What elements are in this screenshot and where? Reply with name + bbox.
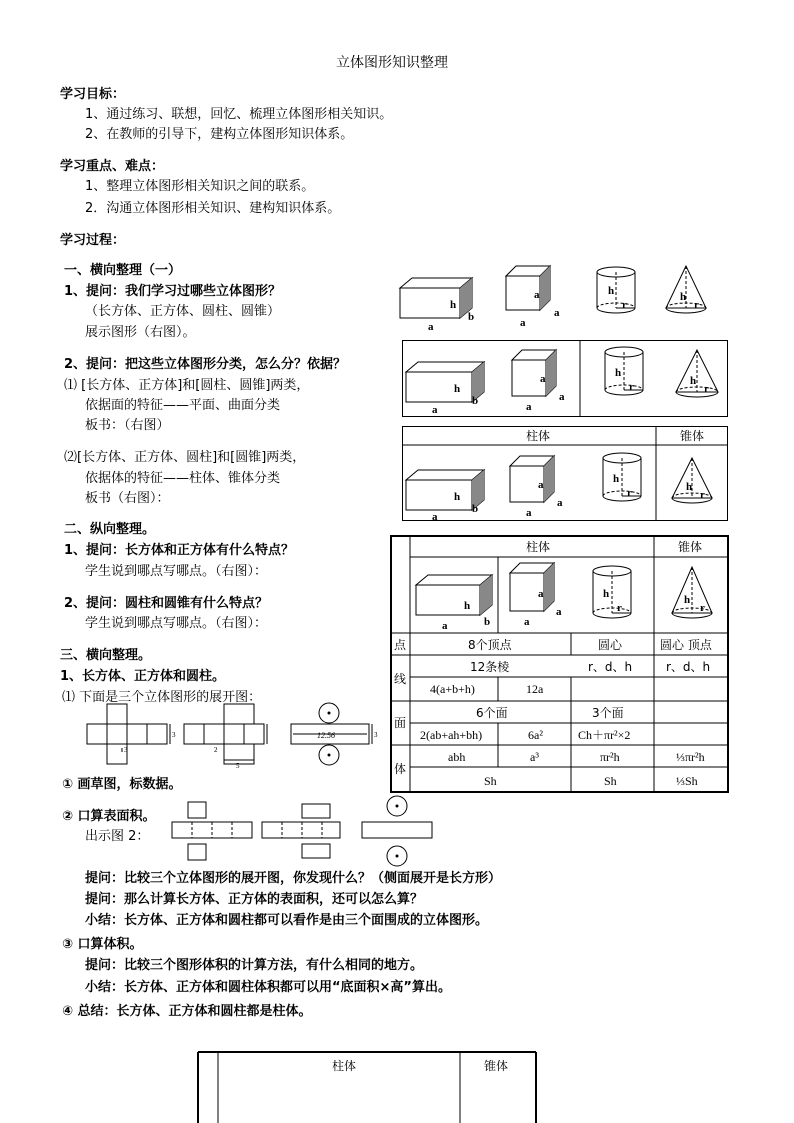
svg-text:Sh: Sh — [484, 774, 497, 788]
svg-text:a: a — [538, 479, 544, 491]
svg-text:12a: 12a — [526, 682, 544, 696]
part1-c2: 板书（右图）： — [85, 491, 170, 506]
show-figure-2: 出示图 2： — [85, 829, 150, 844]
goal-item: 1、通过练习、联想，回忆、梳理立体图形相关知识。 — [85, 107, 393, 122]
part1-q2: 2、提问：把这些立体图形分类，怎么分？依据？ — [64, 357, 347, 372]
svg-text:r: r — [700, 602, 705, 614]
svg-text:h: h — [680, 291, 687, 303]
col-zhuiti: 锥体 — [680, 429, 705, 443]
svg-text:a: a — [442, 620, 448, 632]
svg-text:b: b — [472, 395, 479, 407]
step3: ③ 口算体积。 — [62, 937, 143, 952]
svg-text:4(a+b+h): 4(a+b+h) — [430, 682, 475, 696]
svg-text:b: b — [468, 311, 475, 323]
svg-text:圆心 顶点: 圆心 顶点 — [660, 638, 712, 652]
part2-q1-answer: 学生说到哪点写哪点。（右图）： — [85, 564, 268, 579]
svg-text:h: h — [613, 473, 620, 485]
page-title: 立体图形知识整理 — [336, 55, 448, 71]
nets-diagram-1 — [84, 700, 384, 770]
svg-text:⅓πr²h: ⅓πr²h — [676, 750, 705, 764]
goals-heading: 学习目标： — [60, 87, 126, 102]
row-xian: 线 — [394, 672, 407, 686]
row-dian: 点 — [394, 638, 407, 652]
col-zhuti: 柱体 — [526, 429, 551, 443]
focus-item: 2．沟通立体图形相关知识、建构知识体系。 — [85, 201, 341, 216]
col-zhuiti: 锥体 — [484, 1059, 509, 1073]
net-caption: ⑴ 下面是三个立体图形的展开图： — [62, 690, 262, 705]
svg-text:a: a — [557, 497, 563, 509]
svg-text:a: a — [559, 391, 565, 403]
svg-text:r: r — [617, 602, 622, 614]
ask-3: 提问：比较三个图形体积的计算方法，有什么相同的地方。 — [85, 958, 424, 973]
focus-heading: 学习重点、难点： — [60, 159, 165, 174]
svg-text:h: h — [450, 299, 457, 311]
ask-1: 提问：比较三个立体图形的展开图，你发现什么？（侧面展开是长方形） — [85, 871, 502, 886]
svg-text:a: a — [534, 289, 540, 301]
part2-q2-answer: 学生说到哪点写哪点。（右图）： — [85, 616, 268, 631]
svg-text:h: h — [686, 481, 693, 493]
svg-text:b: b — [484, 616, 491, 628]
classification-1 — [402, 340, 728, 418]
net-label: 3 — [172, 731, 176, 739]
svg-text:2(ab+ah+bh): 2(ab+ah+bh) — [420, 728, 483, 742]
focus-item: 1、整理立体图形相关知识之间的联系。 — [85, 179, 315, 194]
row-mian: 面 — [394, 716, 407, 730]
net-label: 12.56 — [317, 731, 335, 740]
part1-heading: 一、横向整理（一） — [64, 263, 182, 278]
col-zhuti: 柱体 — [526, 540, 551, 554]
svg-text:a: a — [526, 401, 532, 413]
goal-item: 2、在教师的引导下，建构立体图形知识体系。 — [85, 127, 354, 142]
features-table — [390, 535, 730, 795]
svg-text:Ch＋πr²×2: Ch＋πr²×2 — [578, 728, 631, 742]
net-label: 3 — [374, 731, 378, 739]
process-heading: 学习过程： — [60, 233, 126, 248]
part1-c1: ⑴ [长方体、正方体]和[圆柱、圆锥]两类， — [64, 378, 310, 393]
svg-text:a: a — [554, 307, 560, 319]
svg-text:⅓Sh: ⅓Sh — [676, 774, 698, 788]
svg-text:a: a — [520, 317, 526, 329]
blank-table — [196, 1050, 538, 1123]
solids-figure-1 — [398, 262, 728, 332]
svg-text:r: r — [694, 299, 699, 311]
svg-text:b: b — [472, 503, 479, 515]
classification-2 — [402, 426, 728, 522]
svg-text:h: h — [608, 285, 615, 297]
net-label: 2 — [214, 746, 218, 754]
svg-text:a³: a³ — [530, 750, 539, 764]
part1-c2: 依据体的特征——柱体、锥体分类 — [85, 471, 281, 486]
svg-text:h: h — [454, 491, 461, 503]
part3-heading: 三、横向整理。 — [60, 648, 152, 663]
svg-text:h: h — [615, 367, 622, 379]
part1-q1-show: 展示图形（右图）。 — [85, 325, 196, 340]
net-label: 5 — [236, 762, 240, 770]
part1-q1: 1、提问：我们学习过哪些立体图形？ — [64, 284, 282, 299]
svg-text:12条棱: 12条棱 — [470, 660, 510, 674]
svg-text:h: h — [464, 600, 471, 612]
svg-text:r、d、h: r、d、h — [588, 660, 633, 674]
svg-text:h: h — [684, 594, 691, 606]
part2-q2: 2、提问：圆柱和圆锥有什么特点？ — [64, 596, 269, 611]
svg-text:a: a — [538, 588, 544, 600]
svg-text:圆心: 圆心 — [598, 638, 623, 652]
svg-text:r: r — [700, 489, 705, 501]
svg-text:a: a — [432, 511, 438, 522]
svg-text:a: a — [432, 404, 438, 416]
svg-text:r: r — [704, 383, 709, 395]
svg-text:6a²: 6a² — [528, 728, 543, 742]
svg-text:8个顶点: 8个顶点 — [468, 638, 512, 652]
svg-text:πr²h: πr²h — [600, 750, 620, 764]
svg-text:a: a — [526, 507, 532, 519]
svg-text:r: r — [629, 381, 634, 393]
col-zhuiti: 锥体 — [678, 540, 703, 554]
svg-text:r、d、h: r、d、h — [666, 660, 711, 674]
part1-c1: 板书：（右图） — [85, 418, 170, 433]
nets-diagram-2 — [170, 794, 440, 870]
svg-text:abh: abh — [448, 750, 466, 764]
row-ti: 体 — [394, 762, 407, 776]
step1: ① 画草图，标数据。 — [62, 777, 182, 792]
part1-c2: ⑵[长方体、正方体、圆柱]和[圆锥]两类， — [64, 450, 306, 465]
col-zhuti: 柱体 — [332, 1059, 357, 1073]
svg-text:a: a — [524, 616, 530, 628]
summary-1: 小结：长方体、正方体和圆柱都可以看作是由三个面围成的立体图形。 — [85, 913, 489, 928]
step2: ② 口算表面积。 — [62, 809, 156, 824]
ask-2: 提问：那么计算长方体、正方体的表面积，还可以怎么算？ — [85, 892, 424, 907]
svg-text:a: a — [540, 373, 546, 385]
step4: ④ 总结：长方体、正方体和圆柱都是柱体。 — [62, 1004, 312, 1019]
svg-text:h: h — [454, 383, 461, 395]
net-label: 3 — [124, 746, 128, 754]
summary-2: 小结：长方体、正方体和圆柱体积都可以用“底面积×高”算出。 — [85, 980, 451, 995]
part1-q1-answer: （长方体、正方体、圆柱、圆锥） — [85, 304, 281, 319]
part2-heading: 二、纵向整理。 — [64, 522, 156, 537]
svg-text:h: h — [690, 375, 697, 387]
svg-text:a: a — [428, 321, 434, 332]
svg-text:r: r — [627, 487, 632, 499]
svg-text:Sh: Sh — [604, 774, 617, 788]
part3-sub1: 1、长方体、正方体和圆柱。 — [60, 669, 226, 684]
svg-text:3个面: 3个面 — [592, 706, 624, 720]
svg-text:6个面: 6个面 — [476, 706, 508, 720]
svg-text:h: h — [603, 588, 610, 600]
svg-text:r: r — [622, 299, 627, 311]
part2-q1: 1、提问：长方体和正方体有什么特点？ — [64, 543, 295, 558]
part1-c1: 依据面的特征——平面、曲面分类 — [85, 398, 281, 413]
svg-text:a: a — [556, 606, 562, 618]
